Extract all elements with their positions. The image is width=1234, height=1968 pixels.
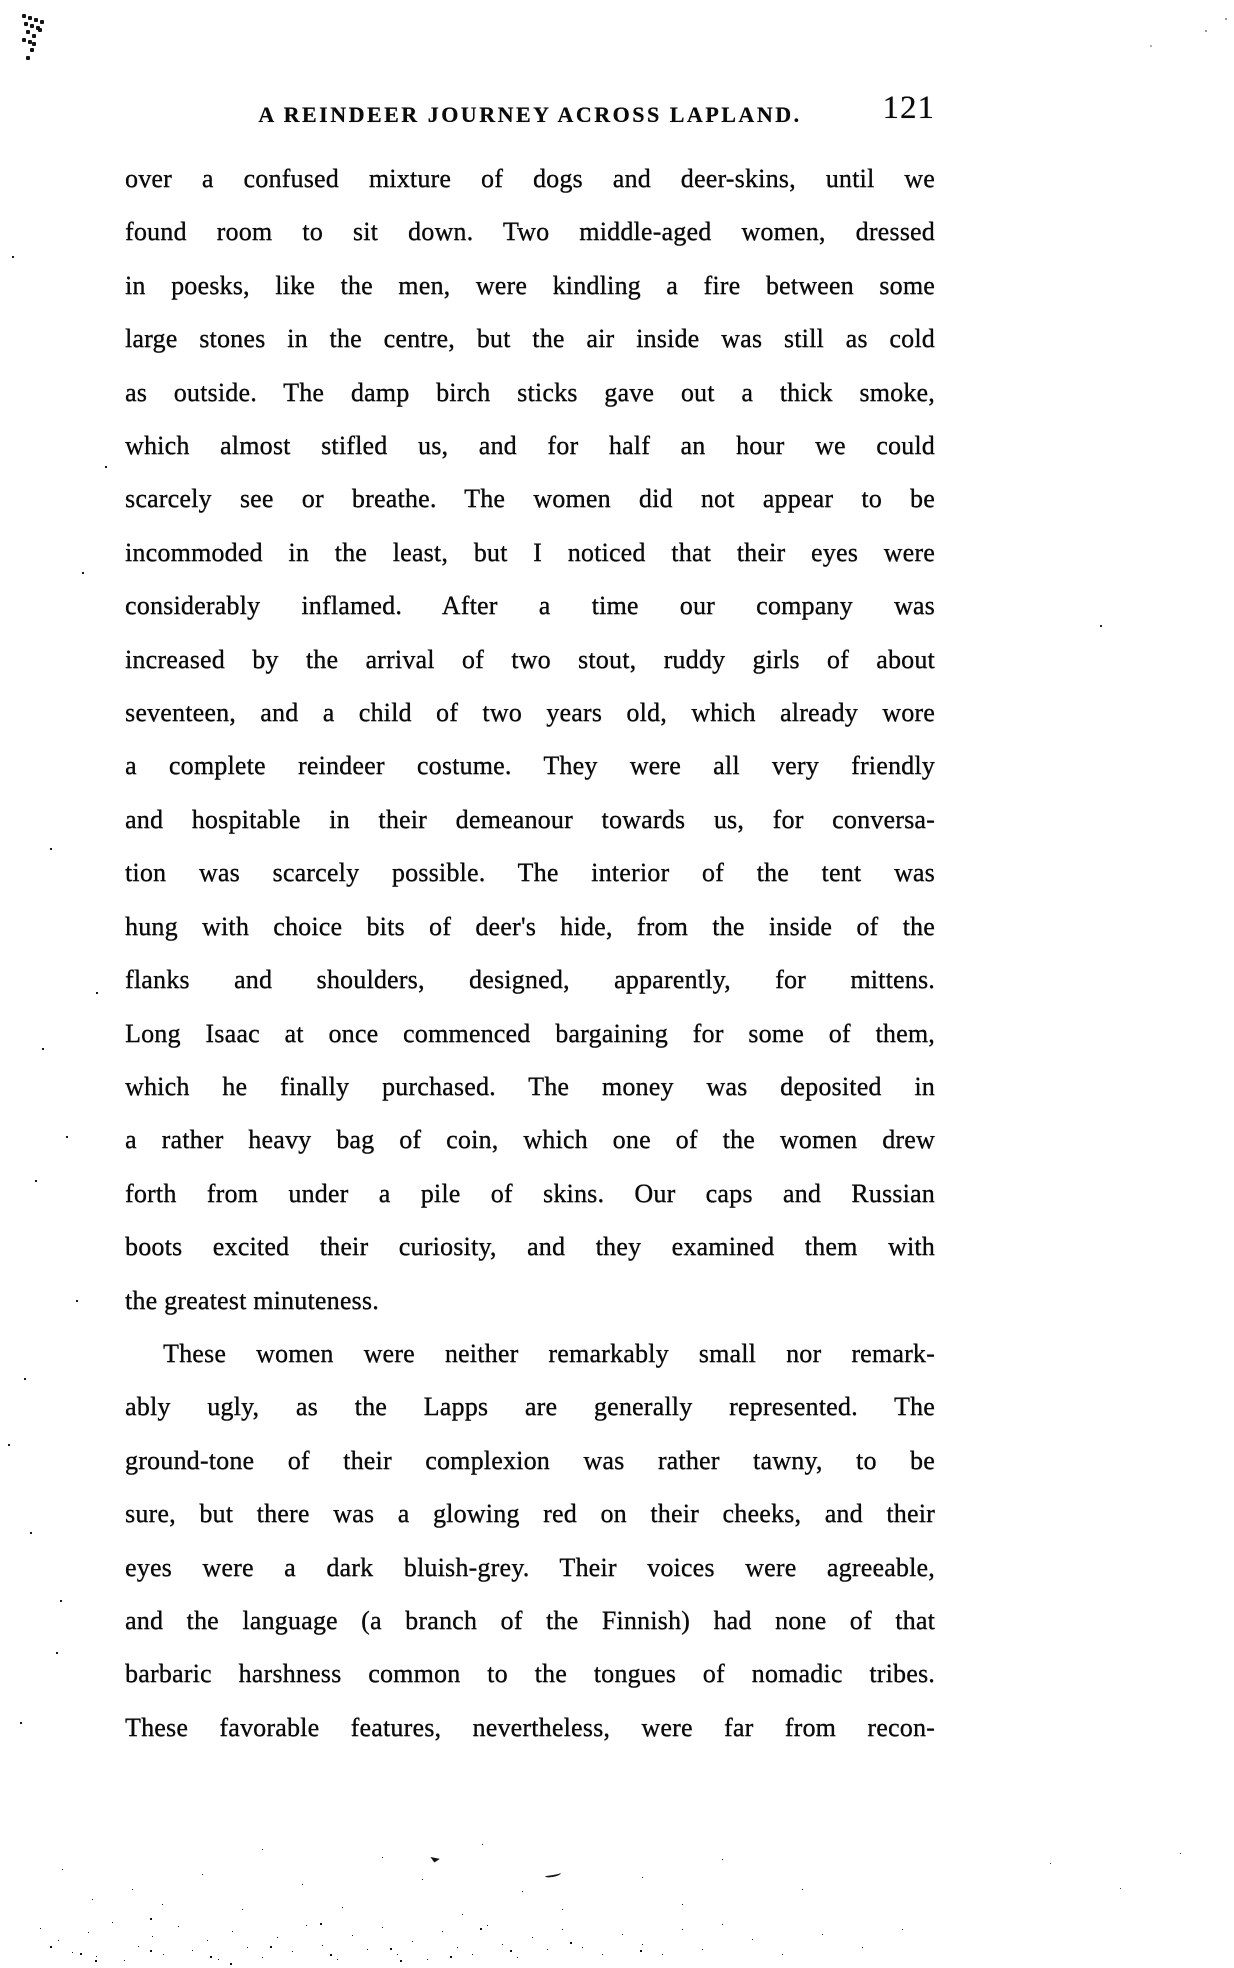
text-line: in poesks, like the men, were kindling a fire between some bbox=[125, 270, 935, 300]
ink-speck-artifact bbox=[429, 1854, 440, 1864]
text-line: found room to sit down. Two middle-aged women, dressed bbox=[125, 217, 935, 247]
margin-speck-artifacts bbox=[0, 0, 2, 2]
running-head bbox=[125, 90, 935, 136]
text-line: hung with choice bits of deer's hide, from the inside of the bbox=[125, 911, 935, 941]
text-line: eyes were a dark bluish-grey. Their voices were agreeable, bbox=[125, 1552, 935, 1582]
ink-blob-artifact bbox=[22, 14, 26, 18]
text-line: ground-tone of their complexion was rather tawny, to be bbox=[125, 1445, 935, 1475]
text-line: considerably inflamed. After a time our company was bbox=[125, 591, 935, 621]
text-line: scarcely see or breathe. The women did not appear to be bbox=[125, 484, 935, 514]
text-line: These women were neither remarkably small nor remark- bbox=[163, 1338, 935, 1368]
text-line: Long Isaac at once commenced bargaining for some of them, bbox=[125, 1018, 935, 1048]
text-line: forth from under a pile of skins. Our caps and Russian bbox=[125, 1178, 935, 1208]
ink-speck-artifact bbox=[545, 1871, 562, 1878]
bottom-noise-artifacts bbox=[0, 1828, 2, 1830]
page-title: A REINDEER JOURNEY ACROSS LAPLAND. bbox=[258, 102, 802, 127]
text-line: ably ugly, as the Lapps are generally represented. The bbox=[125, 1392, 935, 1422]
text-line: which he finally purchased. The money was deposited in bbox=[125, 1071, 935, 1101]
paragraph bbox=[125, 1327, 935, 1754]
text-line: a complete reindeer costume. They were all very friendly bbox=[125, 751, 935, 781]
text-line: which almost stifled us, and for half an hour we could bbox=[125, 431, 935, 461]
text-line: sure, but there was a glowing red on their cheeks, and their bbox=[125, 1499, 935, 1529]
text-line: a rather heavy bag of coin, which one of the women drew bbox=[125, 1125, 935, 1155]
text-line: over a confused mixture of dogs and deer-skins, until we bbox=[125, 164, 935, 193]
text-line: tion was scarcely possible. The interior of the tent was bbox=[125, 858, 935, 888]
text-line: seventeen, and a child of two years old, which already wore bbox=[125, 698, 935, 728]
text-line: These favorable features, nevertheless, were far from recon- bbox=[125, 1712, 935, 1742]
text-line: large stones in the centre, but the air inside was still as cold bbox=[125, 324, 935, 354]
paragraph bbox=[125, 152, 935, 1327]
page-number: 121 bbox=[882, 90, 935, 126]
text-line: increased by the arrival of two stout, ruddy girls of about bbox=[125, 644, 935, 674]
text-line: and hospitable in their demeanour towards us, for conversa- bbox=[125, 804, 935, 834]
page-body bbox=[125, 152, 935, 1754]
text-line: barbaric harshness common to the tongues of nomadic tribes. bbox=[125, 1659, 935, 1689]
text-line: incommoded in the least, but I noticed that their eyes were bbox=[125, 537, 935, 567]
text-line: and the language (a branch of the Finnish) had none of that bbox=[125, 1605, 935, 1635]
text-line: the greatest minuteness. bbox=[125, 1285, 379, 1315]
text-line: boots excited their curiosity, and they examined them with bbox=[125, 1232, 935, 1262]
text-line: as outside. The damp birch sticks gave out a thick smoke, bbox=[125, 377, 935, 407]
text-line: flanks and shoulders, designed, apparently, for mittens. bbox=[125, 965, 935, 995]
